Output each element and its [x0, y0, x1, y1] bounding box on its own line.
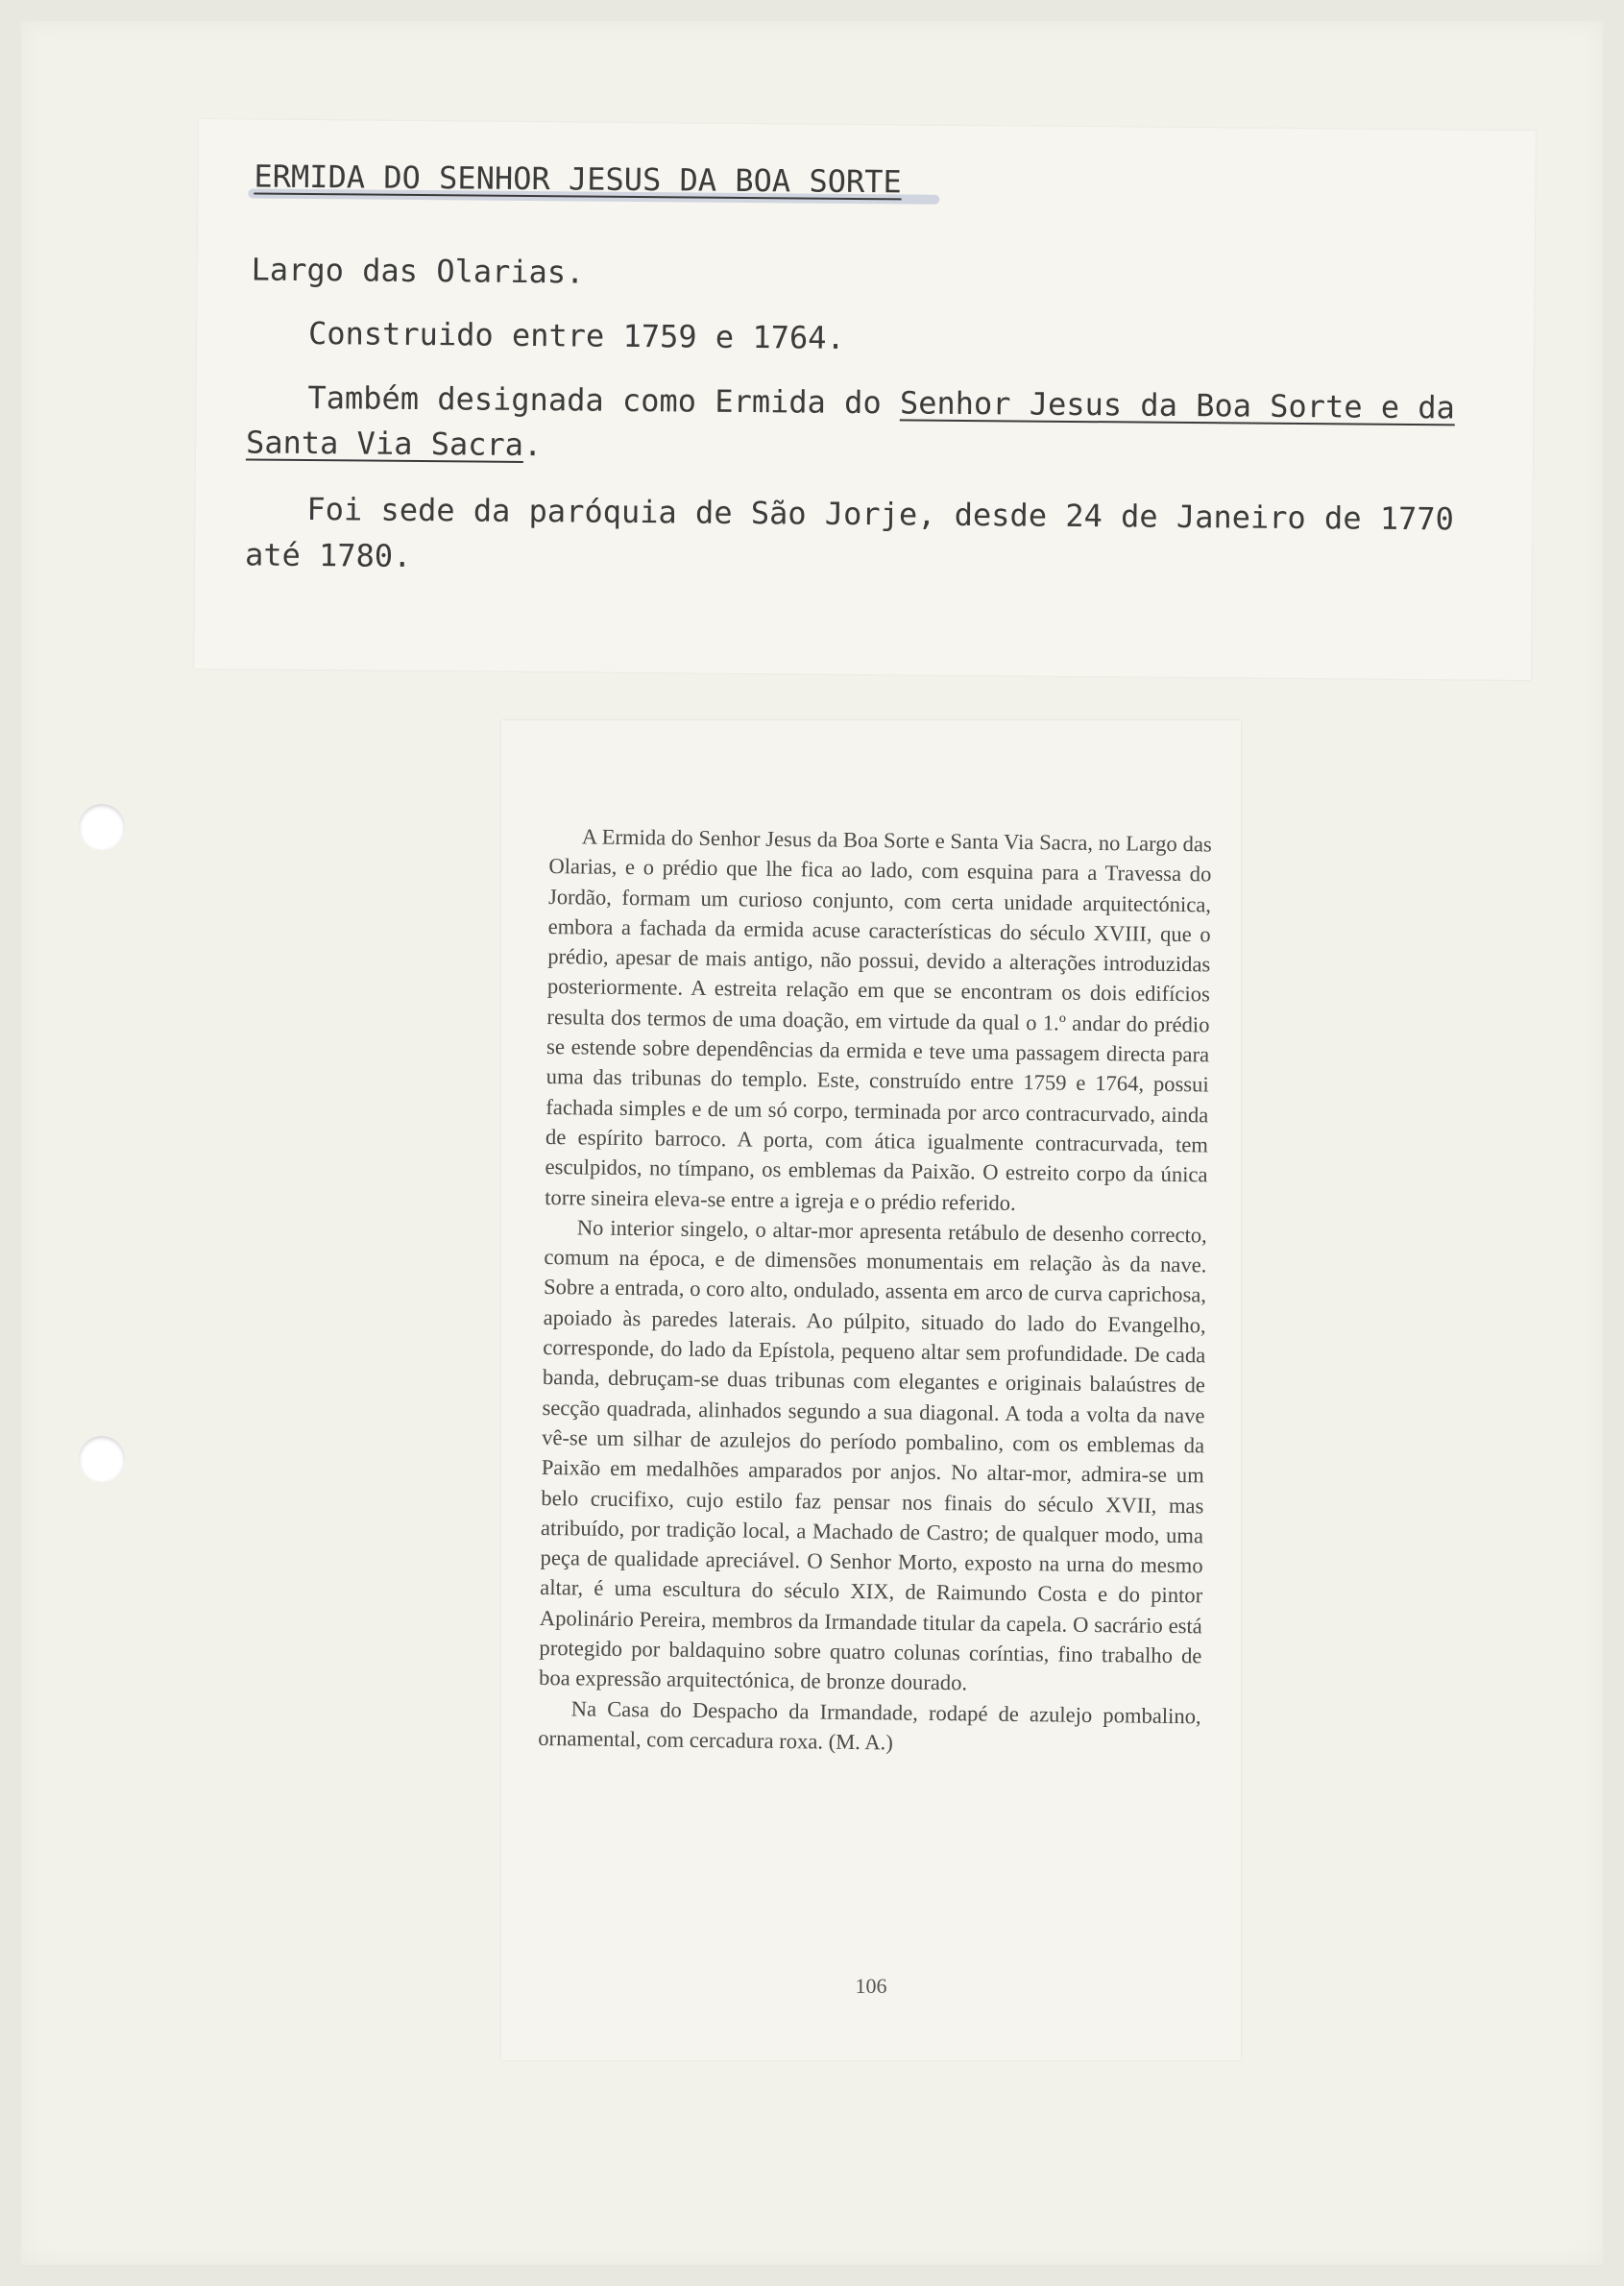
clipping-article — [538, 821, 1212, 1762]
punch-hole-top — [79, 804, 125, 850]
typed-card — [194, 119, 1536, 680]
designation-name-cont: Santa Via Sacra — [245, 424, 524, 463]
card-parish-cont: até 1780. — [244, 536, 412, 574]
article-paragraph: No interior singelo, o altar-mor apresenta retábulo de desenho correcto, comum na época, e de dimensões monumentais em relação às da nave. Sobre a entrada, o coro alto, ondulado, assenta em arco de curva caprichosa, apoiado às paredes laterais. Ao púlpito, situado do lado do Evangelho, corresponde, do lado da Epístola, pequeno altar sem profundidade. De cada banda, debruçam-se duas tribunas com elegantes e originais balaústres de secção quadrada, alinhados segundo a sua diagonal. A toda a volta da nave vê-se um silhar de azulejos do período pombalino, com os emblemas da Paixão em medalhões amparados por anjos. No altar-mor, admira-se um belo crucifixo, cujo estilo faz pensar nos finais do século XVII, mas atribuído, por tradição local, a Machado de Castro; de qualquer modo, uma peça de qualidade apreciável. O Senhor Morto, exposto na urna do mesmo altar, é uma escultura do século XIX, de Raimundo Costa e do pintor Apolinário Pereira, membros da Irmandade titular da capela. O sacrário está protegido por baldaquino sobre quatro colunas coríntias, fino trabalho de boa expressão arquitectónica, de bronze dourado. — [538, 1215, 1207, 1695]
card-title: ERMIDA DO SENHOR JESUS DA BOA SORTE — [254, 158, 902, 201]
card-construction: Construido entre 1759 e 1764. — [307, 315, 845, 356]
card-location: Largo das Olarias. — [251, 251, 585, 291]
designation-name: Senhor Jesus da Boa Sorte e da — [899, 384, 1456, 426]
newspaper-clipping — [501, 720, 1241, 2060]
designation-text: Também designada como Ermida do — [307, 379, 901, 422]
designation-end: . — [522, 426, 543, 464]
card-designation-cont — [246, 424, 543, 463]
card-designation — [307, 379, 1455, 426]
page-number: 106 — [855, 1974, 887, 1998]
article-paragraph: Na Casa do Despacho da Irmandade, rodapé de azulejo pombalino, ornamental, com cercadura roxa. (M. A.) — [538, 1695, 1201, 1755]
punch-hole-bottom — [79, 1436, 125, 1482]
article-paragraph: A Ermida do Senhor Jesus da Boa Sorte e Santa Via Sacra, no Largo das Olarias, e o prédio que lhe fica ao lado, com esquina para a Travessa do Jordão, formam um curioso conjunto, com certa unidade arquitectónica, embora a fachada da ermida acuse características do século XVIII, que o prédio, apesar de mais antigo, não possui, devido a alterações introduzidas posteriormente. A estreita relação em que se encontram os dois edifícios resulta dos termos de uma doação, em virtude da qual o 1.º andar do prédio se estende sobre dependências da ermida e teve uma passagem directa para uma das tribunas do templo. Este, construído entre 1759 e 1764, possui fachada simples e de um só corpo, terminada por arco contracurvado, ainda de espírito barroco. A porta, com ática igualmente contracurvada, tem esculpidos, no tímpano, os emblemas da Paixão. O estreito corpo da única torre sineira eleva-se entre a igreja e o prédio referido. — [545, 824, 1212, 1215]
card-parish: Foi sede da paróquia de São Jorje, desde 24 de Janeiro de 1770 — [306, 490, 1455, 538]
